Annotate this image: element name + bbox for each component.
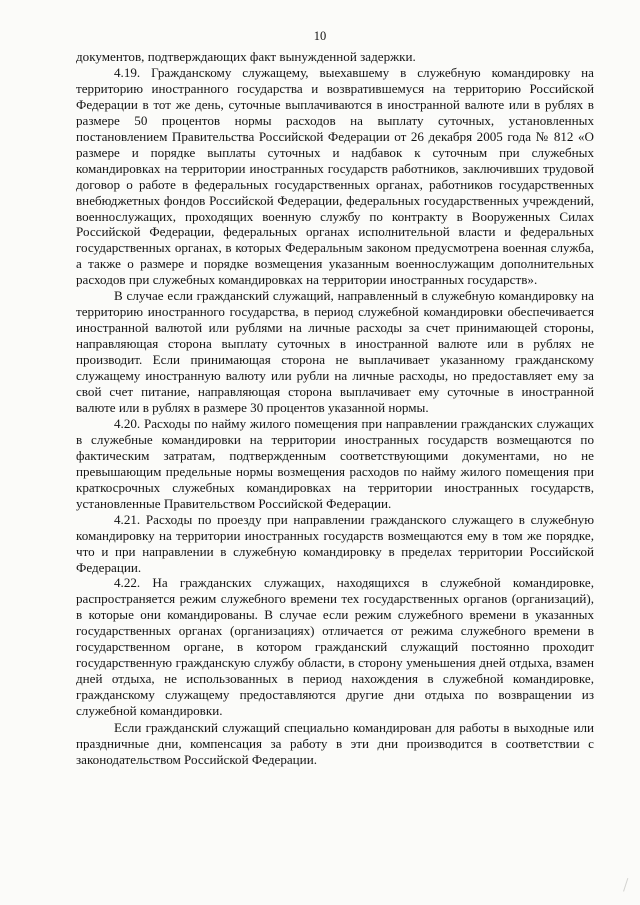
paragraph-4-19: 4.19. Гражданскому служащему, выехавшему в служебную командировку на территорию иностранного государства и возвратившемуся на территорию Российской Федерации в тот же день, суточные выплачиваются в иностранной валюте или в рублях в размере 50 процентов нормы расходов на выплату суточных, установленных постановлением Правительства Российской Федерации от 26 декабря 2005 года № 812 «О размере и порядке выплаты суточных и надбавок к суточным при служебных командировках на территории иностранных государств работников, заключивших трудовой договор о работе в федеральных государственных органах, работников государственных внебюджетных фондов Российской Федерации, федеральных государственных учреждений, военнослужащих, проходящих военную службу по контракту в Вооруженных Силах Российской Федерации, федеральных органах исполнительной власти и федеральных государственных органах, в которых Федеральным законом предусмотрена военная служба, а также о размере и порядке возмещения указанным военнослужащим дополнительных расходов при служебных командировках на территории иностранных государств». (76, 64, 594, 288)
scan-edge-mark (623, 878, 636, 894)
paragraph-4-19-foreign-currency: В случае если гражданский служащий, направленный в служебную командировку на территорию иностранного государства, в период служебной командировки обеспечивается иностранной валютой или рублями на личные расходы за счет принимающей стороны, направляющая сторона выплату суточных в иностранной валюте или в рублях не производит. Если принимающая сторона не выплачивает указанному гражданскому служащему иностранную валюту или рубли на личные расходы, но предоставляет ему за свой счет питание, направляющая сторона выплачивает ему суточные в иностранной валюте или в рублях в размере 30 процентов указанной нормы. (76, 288, 594, 415)
page-number: 10 (313, 29, 327, 43)
paragraph-4-22-weekend-work: Если гражданский служащий специально командирован для работы в выходные или праздничные дни, компенсация за работу в эти дни производится в соответствии с законодательством Российской Федерации. (76, 720, 594, 767)
paragraph-4-22: 4.22. На гражданских служащих, находящихся в служебной командировке, распространяется режим служебного времени тех государственных органов (организаций), в которые они командированы. В случае если режим служебного времени в указанных государственных органах (организациях) отличается от режима служебного времени в государственном органе, в котором гражданский служащий постоянно проходит государственную гражданскую службу области, в сторону уменьшения дней отдыха, взамен дней отдыха, не использованных в период нахождения в служебной командировке, гражданскому служащему предоставляются другие дни отдыха по возвращении из служебной командировки. (76, 575, 594, 719)
paragraph-4-21: 4.21. Расходы по проезду при направлении гражданского служащего в служебную командировку на территории иностранных государств возмещаются ему в том же порядке, что и при направлении в служебную командировку в пределах территории Российской Федерации. (76, 511, 594, 575)
paragraph-continuation: документов, подтверждающих факт вынужденной задержки. (76, 49, 416, 64)
paragraph-4-20: 4.20. Расходы по найму жилого помещения при направлении гражданских служащих в служебные командировки на территории иностранных государств возмещаются по фактическим затратам, подтвержденным соответствующими документами, но не превышающим предельные нормы возмещения расходов по найму жилого помещения при краткосрочных служебных командировках на территории иностранных государств, установленные Правительством Российской Федерации. (76, 415, 594, 511)
document-body (76, 49, 594, 768)
